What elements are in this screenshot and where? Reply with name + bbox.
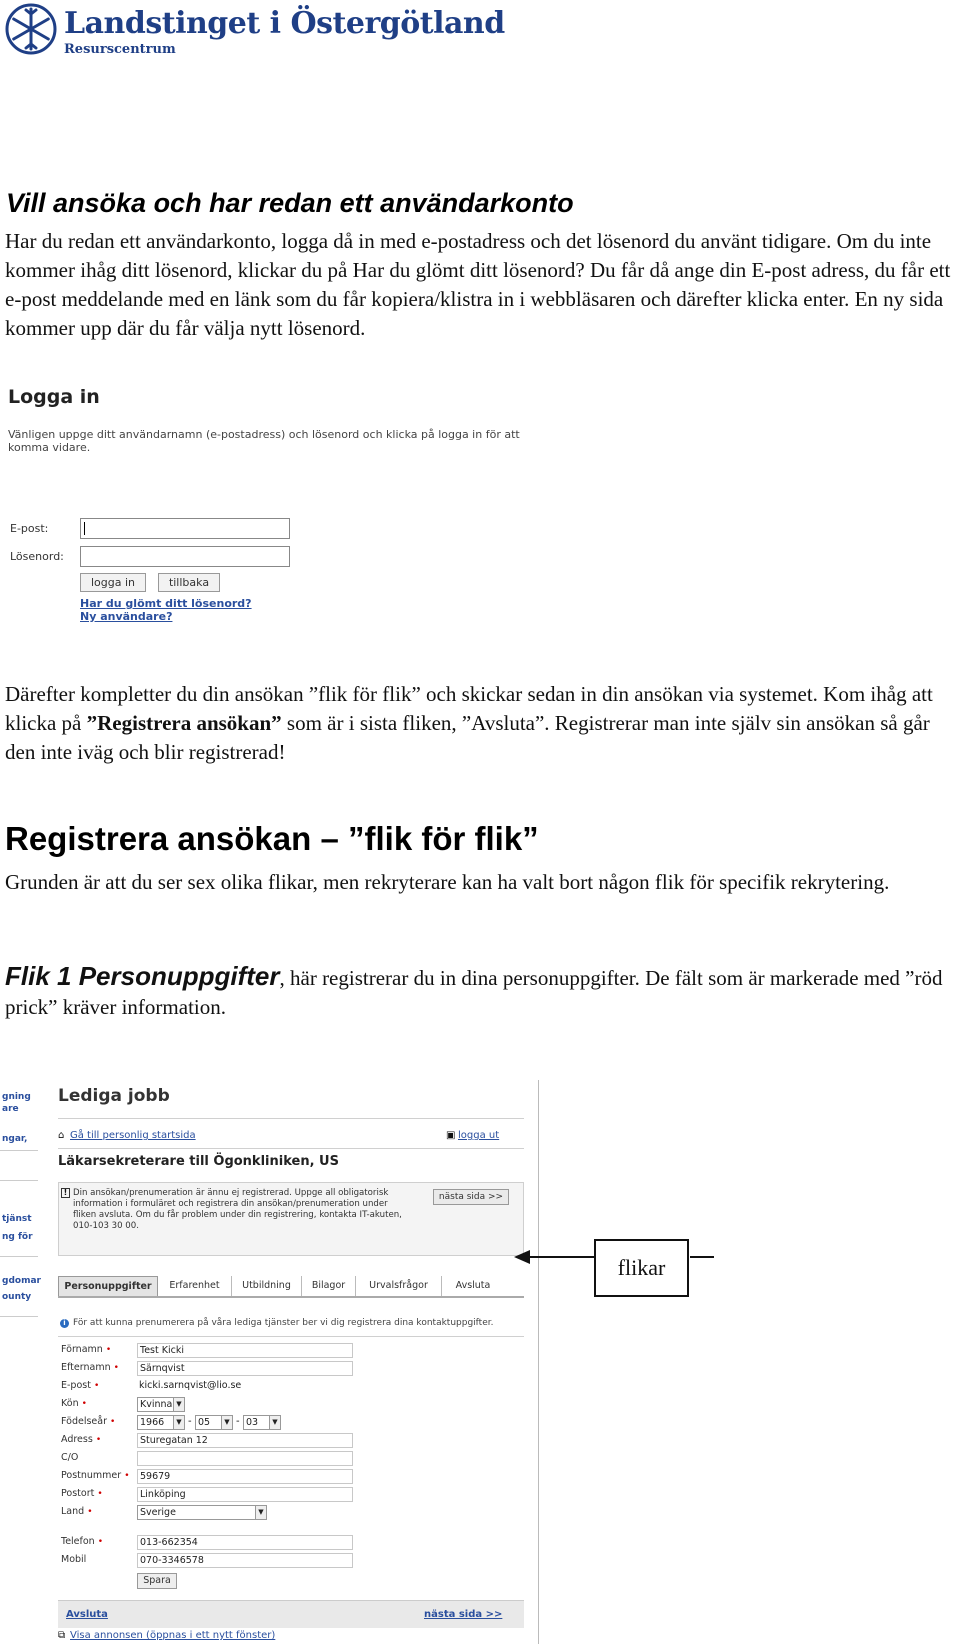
label-telefon: Telefon • <box>61 1536 104 1547</box>
value-epost: kicki.sarnqvist@lio.se <box>139 1380 242 1391</box>
side-menu-item[interactable]: ngar, <box>2 1134 28 1144</box>
register-application-emphasis: ”Registrera ansökan” <box>86 711 282 735</box>
label-postort: Postort • <box>61 1488 103 1499</box>
required-dot: • <box>95 1435 102 1445</box>
application-tabs <box>58 1276 524 1298</box>
new-window-icon: ⧉ <box>58 1630 66 1641</box>
view-ad-link[interactable]: Visa annonsen (öppnas i ett nytt fönster) <box>70 1630 276 1641</box>
cropped-side-menu <box>0 1080 40 1644</box>
side-menu-item[interactable]: gning <box>2 1092 31 1102</box>
input-mobil[interactable]: 070-3346578 <box>137 1553 353 1568</box>
heading-register-tab-by-tab: Registrera ansökan – ”flik för flik” <box>5 820 539 857</box>
label-postnummer: Postnummer • <box>61 1470 130 1481</box>
select-year[interactable]: 1966 ▼ <box>137 1415 185 1430</box>
next-page-link[interactable]: nästa sida >> <box>424 1609 503 1620</box>
label-fodelsear: Födelseår • <box>61 1416 116 1427</box>
heading-existing-account: Vill ansöka och har redan ett användarkonto <box>6 188 574 218</box>
required-dot: • <box>93 1381 100 1391</box>
snowflake-emblem-icon <box>4 2 58 56</box>
chevron-down-icon: ▼ <box>173 1416 184 1429</box>
tab-urvalsfragor[interactable]: Urvalsfrågor <box>356 1276 442 1296</box>
job-title: Läkarsekreterare till Ögonkliniken, US <box>58 1154 339 1169</box>
input-efternamn[interactable]: Särnqvist <box>137 1361 353 1376</box>
label-fornamn: Förnamn • <box>61 1344 112 1355</box>
label-adress: Adress • <box>61 1434 102 1445</box>
login-title: Logga in <box>8 386 100 408</box>
paragraph-six-tabs: Grunden är att du ser sex olika flikar, men rekryterare kan ha valt bort någon flik för specifik rekrytering. <box>5 870 890 894</box>
tab-bilagor[interactable]: Bilagor <box>302 1276 356 1296</box>
info-message <box>60 1318 493 1328</box>
password-input[interactable] <box>80 546 290 567</box>
job-application-screenshot <box>0 1080 540 1644</box>
required-dot: • <box>87 1507 93 1517</box>
paragraph-tab1 <box>5 962 955 1022</box>
input-telefon[interactable]: 013-662354 <box>137 1535 353 1550</box>
home-icon: ⌂ <box>58 1130 65 1141</box>
required-dot: • <box>124 1471 130 1481</box>
paragraph-complete-application <box>5 680 955 767</box>
heading-tab1-personal-data: Flik 1 Personuppgifter <box>5 961 280 991</box>
back-button[interactable]: tillbaka <box>158 573 220 592</box>
label-land: Land • <box>61 1506 93 1517</box>
tab-avsluta[interactable]: Avsluta <box>455 1280 491 1291</box>
required-dot: • <box>97 1489 103 1499</box>
chevron-down-icon: ▼ <box>173 1398 184 1411</box>
date-separator: - <box>188 1416 192 1427</box>
personal-startpage-link[interactable]: Gå till personlig startsida <box>70 1130 196 1141</box>
paragraph-complete-part1: Därefter kompletter du din ansökan ”flik för flik” och skickar sedan in din ansökan via systemet. Kom ihåg att klicka på <box>5 682 933 735</box>
logout-link[interactable]: logga ut <box>458 1130 500 1141</box>
paragraph-existing-account: Har du redan ett användarkonto, logga då in med e-postadress och det lösenord du använt tidigare. Om du inte kommer ihåg ditt lösenord, klickar du på Har du glömt ditt lösenord? Du får då ange din E-post adress, du får ett e-post meddelande med en länk som du får kopiera/klistra in i webbläsaren och därefter klicka enter. En ny sida kommer upp där du får välja nytt lösenord. <box>5 229 951 340</box>
select-land[interactable]: Sverige ▼ <box>137 1505 267 1520</box>
notice-text: Din ansökan/prenumeration är ännu ej registrerad. Uppge all obligatorisk information i formuläret och registrera din ansökan/prenumeration under fliken avsluta. Om du får problem under din registrering, kontakta IT-akuten, 010-103 30 00. <box>73 1188 402 1231</box>
bottom-navigation <box>58 1600 524 1628</box>
input-co[interactable] <box>137 1451 353 1466</box>
chevron-down-icon: ▼ <box>221 1416 232 1429</box>
input-postnummer[interactable]: 59679 <box>137 1469 353 1484</box>
login-description: Vänligen uppge ditt användarnamn (e-postadress) och lösenord och klicka på logga in för att komma vidare. <box>8 428 520 454</box>
email-input[interactable] <box>80 518 290 539</box>
password-label: Lösenord: <box>10 550 64 563</box>
registration-notice <box>58 1182 524 1256</box>
side-menu-item[interactable]: ounty <box>2 1292 32 1302</box>
label-kon: Kön • <box>61 1398 87 1409</box>
input-adress[interactable]: Sturegatan 12 <box>137 1433 353 1448</box>
select-day[interactable]: 03 ▼ <box>243 1415 281 1430</box>
select-kon[interactable]: Kvinna ▼ <box>137 1397 185 1412</box>
label-co: C/O <box>61 1452 79 1463</box>
chevron-down-icon: ▼ <box>269 1416 280 1429</box>
new-user-link[interactable]: Ny användare? <box>80 610 173 623</box>
required-dot: • <box>113 1363 119 1373</box>
side-menu-item[interactable]: ng för <box>2 1232 33 1242</box>
required-dot: • <box>97 1537 104 1547</box>
next-page-button[interactable]: nästa sida >> <box>433 1189 509 1205</box>
tab-utbildning[interactable]: Utbildning <box>232 1276 302 1296</box>
side-menu-item[interactable]: gdomar <box>2 1276 41 1286</box>
select-month[interactable]: 05 ▼ <box>195 1415 233 1430</box>
forgot-password-link[interactable]: Har du glömt ditt lösenord? <box>80 597 252 610</box>
logout-icon: ▣ <box>446 1130 456 1141</box>
info-text: För att kunna prenumerera på våra lediga tjänster ber vi dig registrera dina kontaktuppgifter. <box>73 1318 494 1328</box>
paragraph-complete-part2: som är i sista fliken, ”Avsluta”. Registrerar man inte själv sin ansökan så går den inte iväg och blir registrerad! <box>5 711 930 764</box>
label-mobil: Mobil <box>61 1554 87 1565</box>
tabs-callout-label: flikar <box>594 1239 689 1297</box>
save-button[interactable]: Spara <box>137 1573 177 1589</box>
date-separator: - <box>236 1416 240 1427</box>
side-menu-item[interactable]: are <box>2 1104 19 1114</box>
required-dot: • <box>81 1399 87 1409</box>
tab-erfarenhet[interactable]: Erfarenhet <box>158 1276 232 1296</box>
paragraph-tab1-text: , här registrerar du in dina personuppgifter. De fält som är markerade med ”röd prick” kräver information. <box>5 966 943 1019</box>
logo-subtitle: Resurscentrum <box>64 42 176 57</box>
logo-name: Landstinget i Östergötland <box>64 6 505 41</box>
side-menu-item[interactable]: tjänst <box>2 1214 32 1224</box>
email-label: E-post: <box>10 522 49 535</box>
input-postort[interactable]: Linköping <box>137 1487 353 1502</box>
tab-personuppgifter[interactable]: Personuppgifter <box>58 1276 158 1296</box>
label-efternamn: Efternamn • <box>61 1362 119 1373</box>
finish-link[interactable]: Avsluta <box>66 1609 108 1620</box>
jobs-title: Lediga jobb <box>58 1086 170 1106</box>
input-fornamn[interactable]: Test Kicki <box>137 1343 353 1358</box>
organization-logo <box>4 2 505 60</box>
label-epost: E-post • <box>61 1380 100 1391</box>
required-dot: • <box>105 1345 112 1355</box>
required-dot: • <box>110 1417 116 1427</box>
chevron-down-icon: ▼ <box>255 1506 266 1519</box>
info-icon: i <box>60 1319 69 1328</box>
warning-icon: ! <box>61 1188 70 1198</box>
login-button[interactable]: logga in <box>80 573 146 592</box>
